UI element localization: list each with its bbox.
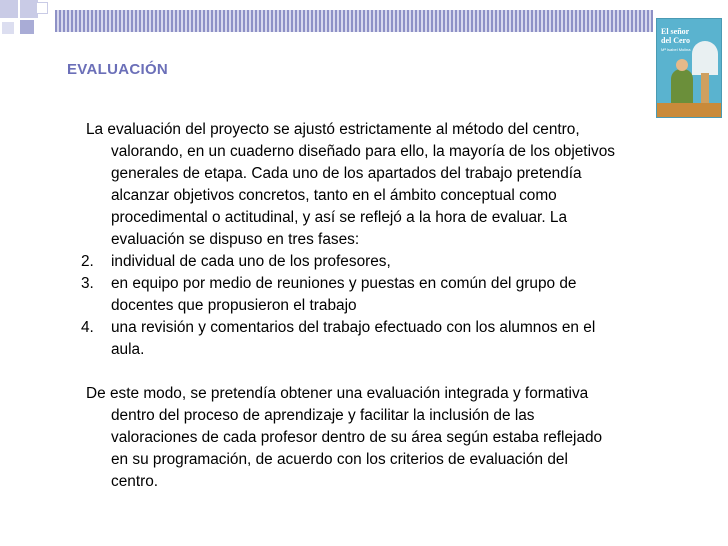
list-item [81,317,616,361]
list-number: 2. [81,253,94,270]
list-number: 3. [81,275,94,292]
book-title-line1: El señor [661,27,690,36]
book-face-illustration [676,59,688,71]
book-figure-illustration [671,69,693,105]
list-item-text: en equipo por medio de reuniones y puestas en común del grupo de docentes que propusieron el trabajo [111,275,577,314]
list-item-text: individual de cada uno de los profesores, [111,253,391,270]
striped-header-bar [55,10,653,32]
intro-paragraph: La evaluación del proyecto se ajustó estrictamente al método del centro, valorando, en un cuaderno diseñado para ello, la mayoría de los objetivos generales de etapa. Cada uno de los apartados del trabajo pretendía alcanzar objetivos concretos, tanto en el ámbito conceptual como procedimental o actitudinal, y así se reflejó a la hora de evaluar. La evaluación se dispuso en tres fases: [86,121,615,248]
book-cover-title [661,27,690,45]
list-item [81,251,616,273]
slide-title: EVALUACIÓN [67,61,169,78]
book-cover-author: Mª Isabel Molina [661,47,691,52]
conclusion-paragraph: De este modo, se pretendía obtener una evaluación integrada y formativa dentro del proceso de aprendizaje y facilitar la inclusión de las valoraciones de cada profesor dentro de su área según estaba reflejado en su programación, de acuerdo con los criterios de evaluación del centro. [86,385,603,490]
decor-square [2,22,14,34]
book-title-line2: del Cero [661,36,690,45]
list-item [81,273,616,317]
decor-square-outline [36,2,48,14]
paragraph-spacer [86,361,616,383]
book-arch-illustration [692,41,718,75]
book-base-illustration [657,103,721,117]
list-number: 4. [81,319,94,336]
slide-body [81,119,616,493]
list-item-text: una revisión y comentarios del trabajo efectuado con los alumnos en el aula. [111,319,596,358]
decor-square [20,20,34,34]
book-cover-image [656,18,722,118]
decor-square [0,0,18,18]
